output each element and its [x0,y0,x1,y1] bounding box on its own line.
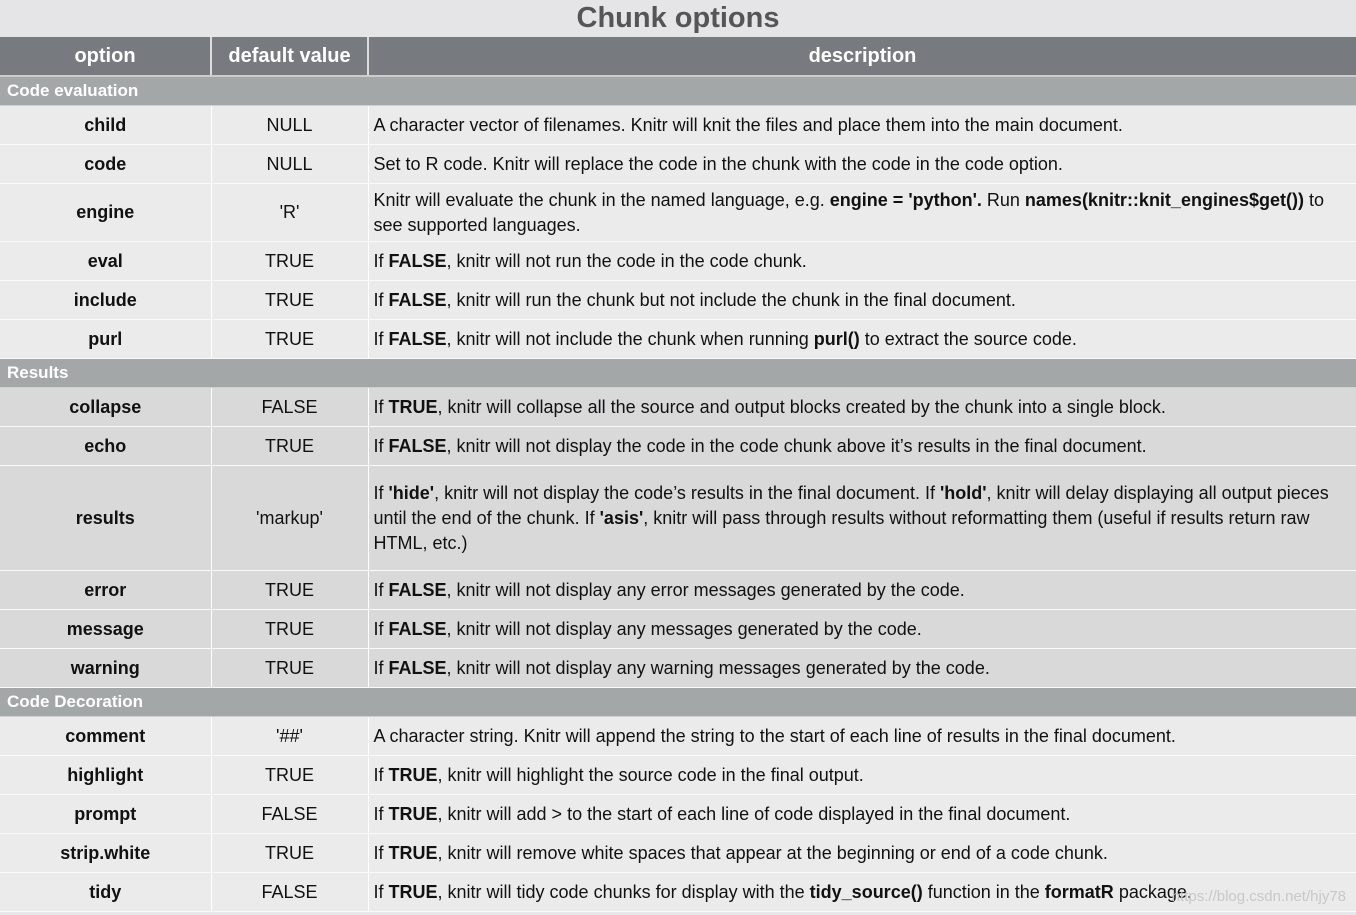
description-text: If [373,328,389,349]
description-text: A character vector of filenames. Knitr will knit the files and place them into the main document. [373,114,1123,135]
description-code-text: FALSE [388,657,447,678]
description-text: , knitr will collapse all the source and output blocks created by the chunk into a single block. [437,396,1166,417]
option-name: prompt [0,795,211,834]
default-value: TRUE [211,834,368,873]
option-name: purl [0,320,211,359]
option-description [368,242,1356,281]
option-description [368,717,1356,756]
header-description: description [368,37,1356,76]
table-row [0,717,1356,756]
description-code-text: tidy_source() [809,881,923,902]
default-value: TRUE [211,281,368,320]
option-description [368,427,1356,466]
table-row [0,242,1356,281]
option-description [368,281,1356,320]
description-code-text: 'hold' [940,482,987,503]
description-text: , knitr will not display the code in the code chunk above it’s results in the final document. [446,435,1147,456]
table-row [0,756,1356,795]
section-title: Code Decoration [0,688,1356,717]
description-code-text: TRUE [388,842,438,863]
description-text: package. [1113,881,1192,902]
table-row [0,184,1356,242]
watermark: https://blog.csdn.net/hjy78 [1171,888,1346,905]
default-value: TRUE [211,427,368,466]
option-name: comment [0,717,211,756]
default-value: NULL [211,106,368,145]
description-text: If [373,842,389,863]
description-text: If [373,435,389,456]
default-value: TRUE [211,649,368,688]
description-text: Set to R code. Knitr will replace the code in the chunk with the code in the code option. [373,153,1063,174]
option-description [368,184,1356,242]
option-name: collapse [0,388,211,427]
default-value: TRUE [211,242,368,281]
table-row [0,106,1356,145]
description-text: If [373,250,389,271]
header-option: option [0,37,211,76]
description-text: , knitr will not include the chunk when running [446,328,814,349]
section-header-row [0,359,1356,388]
table-row [0,649,1356,688]
table-row [0,873,1356,912]
section-header-row [0,76,1356,106]
option-name: message [0,610,211,649]
description-code-text: FALSE [388,579,447,600]
description-text: to extract the source code. [859,328,1077,349]
default-value: TRUE [211,610,368,649]
description-code-text: TRUE [388,396,438,417]
default-value: TRUE [211,320,368,359]
description-text: If [373,396,389,417]
option-name: eval [0,242,211,281]
description-code-text: 'asis' [599,507,644,528]
description-text: If [373,764,389,785]
option-name: strip.white [0,834,211,873]
section-code-evaluation [0,76,1356,359]
option-name: child [0,106,211,145]
chunk-options-table [0,37,1356,912]
description-code-text: purl() [813,328,860,349]
description-text: If [373,881,389,902]
option-description [368,571,1356,610]
description-text: If [373,482,389,503]
description-code-text: FALSE [388,289,447,310]
option-description [368,834,1356,873]
option-name: echo [0,427,211,466]
table-row [0,145,1356,184]
description-text: , knitr will pass through results without reformatting them (useful if results return raw HTML, etc.) [373,507,1310,553]
default-value: FALSE [211,795,368,834]
description-code-text: TRUE [388,881,438,902]
table-row [0,388,1356,427]
description-text: If [373,579,389,600]
option-name: warning [0,649,211,688]
option-name: error [0,571,211,610]
description-code-text: FALSE [388,250,447,271]
option-name: engine [0,184,211,242]
section-code-decoration [0,688,1356,912]
section-title: Results [0,359,1356,388]
description-code-text: TRUE [388,764,438,785]
description-text: , knitr will not display any error messages generated by the code. [446,579,965,600]
option-description [368,466,1356,571]
option-description [368,610,1356,649]
table-row [0,281,1356,320]
description-code-text: engine = 'python'. [829,189,982,210]
default-value: FALSE [211,873,368,912]
default-value: 'markup' [211,466,368,571]
header-default-value: default value [211,37,368,76]
description-text: , knitr will remove white spaces that appear at the beginning or end of a code chunk. [437,842,1108,863]
default-value: '##' [211,717,368,756]
description-text: , knitr will not display any messages generated by the code. [446,618,922,639]
description-code-text: FALSE [388,618,447,639]
description-text: , knitr will not display any warning messages generated by the code. [446,657,990,678]
section-results [0,359,1356,688]
option-description [368,756,1356,795]
table-row [0,427,1356,466]
option-name: tidy [0,873,211,912]
description-text: , knitr will run the chunk but not include the chunk in the final document. [446,289,1016,310]
description-text: , knitr will delay displaying all output pieces until the end of the chunk. If [373,482,1329,528]
description-text: If [373,657,389,678]
table-row [0,795,1356,834]
section-header-row [0,688,1356,717]
description-text: If [373,803,389,824]
description-text: , knitr will add > to the start of each line of code displayed in the final document. [437,803,1071,824]
table-row [0,834,1356,873]
page-title: Chunk options [0,0,1356,37]
default-value: FALSE [211,388,368,427]
option-description [368,145,1356,184]
description-code-text: 'hide' [388,482,435,503]
description-text: to see supported languages. [373,189,1324,235]
option-description [368,320,1356,359]
table-header-row [0,37,1356,76]
table-row [0,571,1356,610]
default-value: TRUE [211,571,368,610]
default-value: TRUE [211,756,368,795]
option-name: highlight [0,756,211,795]
default-value: NULL [211,145,368,184]
table-row [0,320,1356,359]
option-name: results [0,466,211,571]
option-name: include [0,281,211,320]
description-text: Run [981,189,1025,210]
description-code-text: formatR [1044,881,1114,902]
description-code-text: FALSE [388,435,447,456]
description-text: function in the [922,881,1045,902]
description-code-text: FALSE [388,328,447,349]
description-text: If [373,618,389,639]
description-text: , knitr will tidy code chunks for display with the [437,881,810,902]
description-code-text: TRUE [388,803,438,824]
description-text: , knitr will not run the code in the code chunk. [446,250,807,271]
description-text: , knitr will highlight the source code in the final output. [437,764,864,785]
table-row [0,466,1356,571]
description-text: If [373,289,389,310]
description-text: A character string. Knitr will append the string to the start of each line of results in the final document. [373,725,1176,746]
section-title: Code evaluation [0,76,1356,106]
option-description [368,649,1356,688]
option-description [368,388,1356,427]
description-code-text: names(knitr::knit_engines$get()) [1024,189,1304,210]
option-description [368,106,1356,145]
description-text: Knitr will evaluate the chunk in the named language, e.g. [373,189,830,210]
table-row [0,610,1356,649]
default-value: 'R' [211,184,368,242]
description-text: , knitr will not display the code’s results in the final document. If [434,482,940,503]
option-name: code [0,145,211,184]
option-description [368,795,1356,834]
